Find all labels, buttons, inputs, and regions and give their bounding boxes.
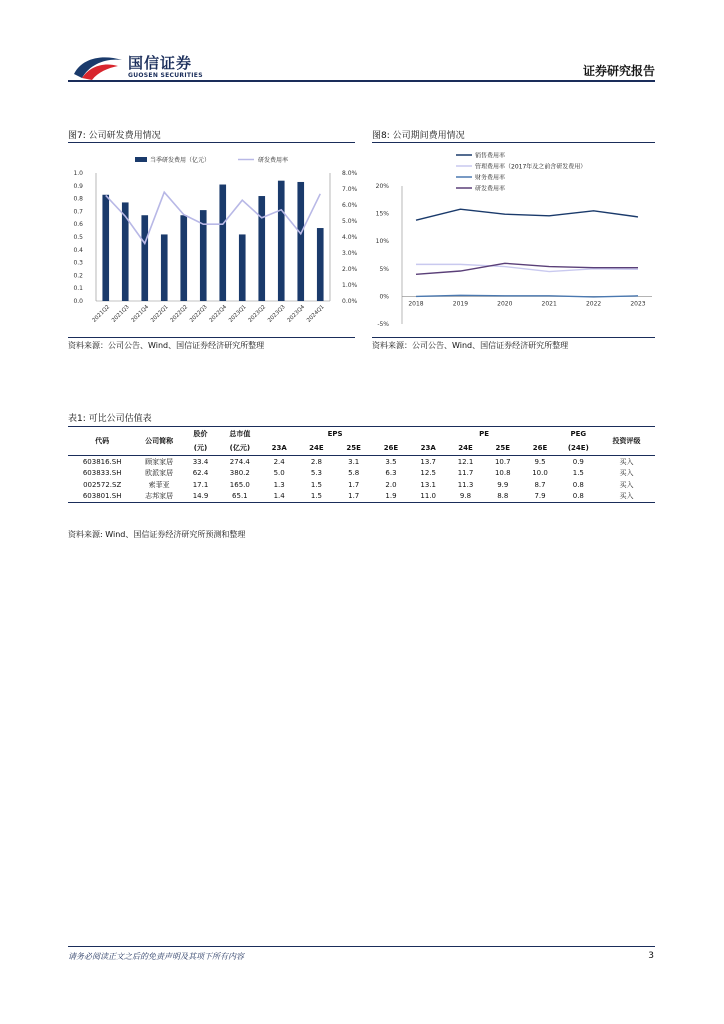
line-rd-ratio [106, 192, 321, 243]
cell: 0.8 [572, 492, 584, 501]
table-row [68, 479, 655, 491]
logo-mark-icon [68, 52, 124, 82]
cell: 11.7 [457, 469, 474, 478]
x-tick-label: 2018 [408, 300, 424, 308]
x-tick-label: 2021Q3 [110, 304, 131, 324]
y-left-tick-label: 0.1 [73, 285, 83, 293]
cell: 6.3 [385, 469, 397, 478]
y-right-tick-label: 1.0% [342, 282, 358, 289]
cell: 33.4 [192, 457, 209, 466]
cell: 8.7 [534, 480, 546, 489]
x-tick-label: 2019 [452, 300, 469, 308]
col-name: 公司简称 [145, 437, 174, 445]
report-type: 证券研究报告 [582, 64, 655, 78]
y-left-tick-label: 0.0 [73, 298, 83, 305]
y-tick-label: 10% [375, 238, 389, 246]
x-tick-label: 2021Q2 [91, 304, 112, 324]
cell: 10.0 [532, 469, 548, 478]
bar-rd-expense [317, 228, 324, 301]
logo-text-cn: 国信证券 [128, 54, 193, 72]
col-year: 26E [383, 444, 399, 452]
table-source: 资料来源: Wind、国信证券经济研究所预测和整理 [68, 530, 246, 539]
col-pe: PE [479, 430, 490, 438]
y-left-tick-label: 0.4 [73, 246, 83, 254]
cell: 12.1 [457, 457, 474, 466]
cell: 5.0 [273, 469, 285, 478]
cell: 2.8 [310, 457, 322, 466]
col-rating: 投资评级 [612, 437, 641, 445]
cell: 13.1 [420, 480, 437, 489]
col-eps: EPS [327, 430, 343, 438]
rd-expense-chart [68, 148, 358, 333]
y-left-tick-label: 0.8 [73, 195, 83, 203]
footer-divider [68, 946, 655, 947]
cell: 0.9 [572, 457, 584, 466]
bar-rd-expense [180, 215, 187, 301]
cell: 603801.SH [82, 492, 122, 501]
valuation-table [68, 426, 655, 503]
x-tick-label: 2023 [630, 300, 646, 308]
col-peg: PEG [570, 430, 587, 438]
legend-label: 财务费用率 [475, 174, 506, 182]
cell: 买入 [619, 492, 634, 501]
legend-swatch-bar [135, 157, 147, 162]
cell: 13.7 [420, 457, 437, 466]
bar-rd-expense [239, 234, 246, 301]
cell: 欧派家居 [145, 469, 174, 478]
col-year: 24E [458, 444, 473, 452]
x-tick-label: 2024Q1 [305, 304, 326, 324]
cell: 1.5 [310, 492, 322, 501]
cell: 17.1 [192, 480, 209, 489]
cell: 2.4 [273, 457, 285, 466]
col-price-unit: (元) [193, 444, 208, 452]
cell: 1.5 [572, 469, 584, 478]
cell: 志邦家居 [145, 492, 174, 501]
col-mcap-unit: (亿元) [229, 444, 251, 452]
cell: 8.8 [497, 492, 509, 501]
col-price: 股价 [193, 430, 208, 438]
cell: 5.8 [348, 469, 360, 478]
x-tick-label: 2020 [497, 300, 513, 308]
bar-rd-expense [161, 234, 168, 301]
cell: 1.4 [273, 492, 285, 501]
cell: 5.3 [310, 469, 322, 478]
y-left-tick-label: 0.9 [73, 182, 83, 190]
cell: 1.9 [385, 492, 397, 501]
y-tick-label: -5% [377, 321, 389, 328]
x-tick-label: 2023Q1 [227, 304, 248, 324]
col-peg-sub: (24E) [567, 444, 589, 452]
cell: 62.4 [192, 469, 209, 478]
x-tick-label: 2023Q3 [266, 304, 287, 324]
series-line [416, 295, 638, 297]
y-left-tick-label: 0.6 [73, 221, 83, 229]
cell: 14.9 [192, 492, 209, 501]
col-year: 23A [420, 444, 436, 452]
bar-rd-expense [219, 185, 226, 301]
y-left-tick-label: 0.3 [73, 259, 83, 267]
col-year: 25E [495, 444, 511, 452]
y-right-tick-label: 2.0% [342, 266, 358, 273]
cell: 12.5 [420, 469, 437, 478]
table-row [68, 491, 655, 503]
cell: 1.3 [273, 480, 285, 489]
col-code: 代码 [95, 437, 110, 445]
y-tick-label: 5% [379, 265, 389, 273]
y-left-tick-label: 0.7 [73, 208, 83, 216]
legend-label: 管理费用率（2017年及之前含研发费用） [475, 163, 587, 171]
x-tick-label: 2022Q1 [149, 304, 170, 324]
cell: 274.4 [229, 457, 250, 466]
cell: 603833.SH [82, 469, 122, 478]
cell: 7.9 [534, 492, 546, 501]
figure7-title: 图7: 公司研发费用情况 [68, 131, 161, 141]
cell: 603816.SH [82, 457, 122, 466]
bar-rd-expense [278, 181, 285, 301]
cell: 1.7 [348, 480, 360, 489]
legend-label: 销售费用率 [475, 152, 506, 160]
legend-label-line: 研发费用率 [258, 157, 289, 164]
table-header-row [68, 427, 655, 442]
cell: 顾家家居 [145, 457, 174, 466]
cell: 2.0 [385, 480, 397, 489]
table-row [68, 456, 655, 468]
figure7-source: 资料来源：公司公告、Wind、国信证券经济研究所整理 [68, 341, 265, 350]
cell: 11.3 [457, 480, 474, 489]
x-tick-label: 2022 [585, 300, 602, 308]
figure7-source-rule [68, 337, 355, 338]
period-expense-chart [372, 146, 656, 333]
bar-rd-expense [141, 215, 148, 301]
cell: 10.7 [494, 457, 511, 466]
cell: 买入 [619, 457, 634, 466]
y-tick-label: 0% [379, 293, 389, 301]
footer-disclaimer: 请务必阅读正文之后的免责声明及其项下所有内容 [68, 952, 244, 961]
cell: 1.7 [348, 492, 360, 501]
x-tick-label: 2022Q4 [208, 304, 229, 324]
cell: 002572.SZ [83, 480, 122, 489]
table-title: 表1: 可比公司估值表 [68, 414, 152, 424]
col-year: 24E [309, 444, 324, 452]
cell: 3.5 [385, 457, 397, 466]
figure7-title-rule [68, 142, 355, 143]
x-tick-label: 2023Q2 [247, 304, 268, 324]
header-divider [68, 80, 655, 82]
cell: 9.8 [459, 492, 472, 501]
y-right-tick-label: 6.0% [342, 202, 358, 209]
cell: 0.8 [572, 480, 584, 489]
y-tick-label: 15% [375, 210, 389, 218]
y-left-tick-label: 1.0 [73, 170, 83, 177]
legend-label-bar: 当季研发费用（亿元） [150, 157, 211, 164]
cell: 165.0 [229, 480, 250, 489]
cell: 65.1 [232, 492, 248, 501]
figure8-title-rule [372, 142, 655, 143]
cell: 11.0 [420, 492, 437, 501]
cell: 3.1 [348, 457, 360, 466]
series-line [416, 209, 638, 220]
cell: 买入 [619, 469, 634, 478]
cell: 1.5 [310, 480, 322, 489]
col-year: 23A [271, 444, 287, 452]
y-right-tick-label: 4.0% [342, 234, 358, 241]
y-right-tick-label: 3.0% [342, 250, 358, 257]
cell: 索菲亚 [148, 480, 170, 489]
y-left-tick-label: 0.2 [73, 272, 83, 280]
col-year: 25E [346, 444, 361, 452]
figure8-source-rule [372, 337, 655, 338]
table-row [68, 468, 655, 480]
bar-rd-expense [258, 196, 265, 301]
x-tick-label: 2021Q4 [130, 304, 151, 324]
y-right-tick-label: 5.0% [342, 218, 358, 225]
bar-rd-expense [102, 195, 109, 301]
cell: 9.5 [534, 457, 546, 466]
x-tick-label: 2022Q3 [188, 304, 209, 324]
x-tick-label: 2023Q4 [286, 304, 307, 324]
x-tick-label: 2021 [541, 300, 557, 308]
legend-label: 研发费用率 [475, 185, 506, 193]
y-tick-label: 20% [375, 183, 389, 190]
x-tick-label: 2022Q2 [169, 304, 190, 324]
y-right-tick-label: 7.0% [342, 186, 358, 193]
figure8-source: 资料来源：公司公告、Wind、国信证券经济研究所整理 [372, 341, 569, 350]
cell: 买入 [619, 480, 634, 489]
y-right-tick-label: 0.0% [342, 298, 358, 305]
y-right-tick-label: 8.0% [342, 170, 358, 177]
col-mcap: 总市值 [229, 430, 251, 438]
bar-rd-expense [297, 182, 304, 301]
cell: 380.2 [229, 469, 250, 478]
cell: 9.9 [497, 480, 509, 489]
page-number: 3 [648, 951, 654, 961]
col-year: 26E [532, 444, 548, 452]
logo-text-en: GUOSEN SECURITIES [128, 72, 203, 79]
y-left-tick-label: 0.5 [73, 234, 83, 241]
figure8-title: 图8: 公司期间费用情况 [372, 131, 465, 141]
cell: 10.8 [494, 469, 511, 478]
